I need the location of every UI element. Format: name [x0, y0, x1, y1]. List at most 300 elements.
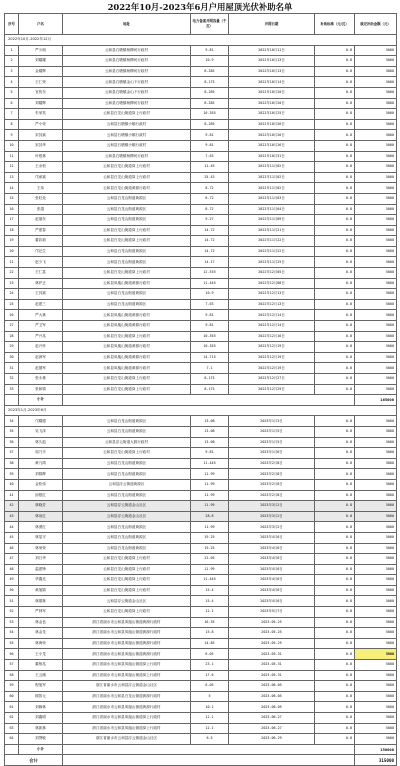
cell-amount: 5000	[355, 172, 397, 183]
cell-no: 57	[5, 660, 19, 671]
cell-date: 2023年3月2日	[229, 522, 315, 533]
cell-capacity: 11.45	[191, 162, 229, 173]
cell-name: 宋其华	[19, 140, 63, 151]
cell-date: 2022年12月29日	[229, 384, 315, 395]
cell-name: 邝承斌	[19, 172, 63, 183]
cell-rate: 0.8	[315, 246, 355, 257]
cell-name: 赵兴怀	[19, 342, 63, 353]
cell-no: 12	[5, 162, 19, 173]
cell-capacity: 9.81	[191, 321, 229, 332]
cell-no: 47	[5, 554, 19, 565]
cell-no: 56	[5, 649, 19, 660]
cell-rate: 0.8	[315, 66, 355, 77]
section-header-row	[5, 35, 397, 46]
cell-date: 2022年12月13日	[229, 299, 315, 310]
cell-rate: 0.8	[315, 638, 355, 649]
cell-capacity: 16.35	[191, 617, 229, 628]
cell-name: 严少朗	[19, 45, 63, 56]
cell-no: 35	[5, 426, 19, 437]
cell-address: 浙江省丽水市云和县凤凰山街道黄源行政村	[63, 638, 191, 649]
cell-name: 刘耀辉	[19, 98, 63, 109]
cell-rate: 0.8	[315, 628, 355, 639]
cell-no: 62	[5, 713, 19, 724]
cell-date: 2023-05-31	[229, 670, 315, 681]
total-row	[5, 755, 397, 766]
cell-date: 2023年4月6日	[229, 554, 315, 565]
cell-amount: 5000	[355, 384, 397, 395]
cell-name: 赵瑞东	[19, 215, 63, 226]
cell-capacity: 15.8	[191, 628, 229, 639]
cell-capacity: 10.9	[191, 56, 229, 67]
cell-amount: 5000	[355, 215, 397, 226]
cell-date: 2023年4月6日	[229, 564, 315, 575]
cell-address: 云和县石塘镇小顺行政村	[63, 140, 191, 151]
cell-capacity: 11.99	[191, 469, 229, 480]
cell-rate: 0.8	[315, 45, 355, 56]
cell-address: 云和县石塘镇小顺行政村	[63, 119, 191, 130]
cell-capacity: 19.25	[191, 543, 229, 554]
cell-amount: 5000	[355, 299, 397, 310]
cell-date: 2023-06-27	[229, 723, 315, 734]
cell-amount: 5000	[355, 437, 397, 448]
cell-no: 10	[5, 140, 19, 151]
table-row	[5, 469, 397, 480]
cell-date: 2023年4月6日	[229, 575, 315, 586]
cell-address: 浙江省丽水市云和县浮云街道金山社区	[63, 681, 191, 692]
cell-capacity: 13.08	[191, 416, 229, 427]
cell-date: 2022年10月26日	[229, 119, 315, 130]
cell-amount: 5000	[355, 289, 397, 300]
cell-name: 林海荣	[19, 638, 63, 649]
cell-rate: 0.8	[315, 183, 355, 194]
cell-name: 刘锦辉	[19, 469, 63, 480]
cell-capacity: 23.1	[191, 660, 229, 671]
table-row	[5, 564, 397, 575]
cell-capacity: 8.175	[191, 384, 229, 395]
cell-amount: 5000	[355, 162, 397, 173]
subtotal-spacer	[63, 395, 355, 406]
cell-capacity: 8.285	[191, 87, 229, 98]
cell-date: 2023年5月7日	[229, 607, 315, 618]
cell-address: 云和县浮云街道金山社区	[63, 501, 191, 512]
cell-address: 云和县白龙山街道岗上行政村	[63, 225, 191, 236]
cell-address: 浙江省丽水市云和县凤凰山街道岗上行政村	[63, 670, 191, 681]
cell-name: 刘翰林	[19, 702, 63, 713]
cell-name: 赵少飞	[19, 257, 63, 268]
cell-address: 云和县浮云街道金山社区	[63, 596, 191, 607]
cell-date: 2023-06-05	[229, 702, 315, 713]
cell-address: 云和县白龙山街道黄源区	[63, 246, 191, 257]
cell-name: 林晓芳	[19, 501, 63, 512]
cell-no: 20	[5, 246, 19, 257]
cell-no: 3	[5, 66, 19, 77]
cell-amount: 5000	[355, 713, 397, 724]
cell-no: 36	[5, 437, 19, 448]
table-row	[5, 352, 397, 363]
cell-capacity: 6.05	[191, 649, 229, 660]
cell-date: 2022年10月20日	[229, 87, 315, 98]
cell-name: 林勇红	[19, 522, 63, 533]
cell-amount: 5000	[355, 98, 397, 109]
cell-name: 顾智元	[19, 691, 63, 702]
cell-date: 2022年12月14日	[229, 310, 315, 321]
cell-capacity: 11.445	[191, 278, 229, 289]
cell-name: 林凯林	[19, 723, 63, 734]
cell-address: 云和县白龙山街道岗上行政村	[63, 331, 191, 342]
cell-capacity: 10.9	[191, 289, 229, 300]
cell-name: 官传东	[19, 87, 63, 98]
cell-name: 王小龙	[19, 649, 63, 660]
cell-amount: 5000	[355, 607, 397, 618]
cell-amount: 5000	[355, 363, 397, 374]
cell-no: 21	[5, 257, 19, 268]
table-row	[5, 342, 397, 353]
section-label: 2023年1月-2023年6月	[5, 405, 397, 416]
cell-address: 浙江省丽水市云和县凤凰山街道黄源行政村	[63, 649, 191, 660]
cell-capacity: 12.1	[191, 713, 229, 724]
cell-address: 云和县白龙山街道黄源区	[63, 490, 191, 501]
cell-amount: 5000	[355, 649, 397, 660]
cell-address: 云和县白龙山街道岗上行政村	[63, 109, 191, 120]
table-row	[5, 638, 397, 649]
cell-amount: 5000	[355, 628, 397, 639]
cell-date: 2023年2月8日	[229, 458, 315, 469]
table-row	[5, 458, 397, 469]
cell-name: 严小荣	[19, 119, 63, 130]
cell-capacity: 14.72	[191, 246, 229, 257]
cell-rate: 0.8	[315, 77, 355, 88]
cell-no: 54	[5, 628, 19, 639]
cell-date: 2023-05-25	[229, 638, 315, 649]
cell-amount: 5000	[355, 310, 397, 321]
cell-capacity: 9.81	[191, 310, 229, 321]
cell-date: 2022年12月19日	[229, 342, 315, 353]
cell-rate: 0.8	[315, 310, 355, 321]
table-row	[5, 236, 397, 247]
table-row	[5, 596, 397, 607]
cell-address: 云和县浮云街道金山社区	[63, 511, 191, 522]
cell-address: 云和县凤凰山街道黄源行政村	[63, 352, 191, 363]
cell-name: 严卫军	[19, 321, 63, 332]
cell-address: 云和县白龙山街道岗上行政村	[63, 384, 191, 395]
table-row	[5, 66, 397, 77]
cell-name: 林久彪	[19, 437, 63, 448]
cell-rate: 0.8	[315, 109, 355, 120]
table-row	[5, 363, 397, 374]
cell-capacity: 22.05	[191, 554, 229, 565]
cell-rate: 0.8	[315, 204, 355, 215]
table-row	[5, 215, 397, 226]
cell-name: 邝耀德	[19, 416, 63, 427]
cell-rate: 0.8	[315, 151, 355, 162]
cell-capacity: 9.81	[191, 448, 229, 459]
cell-capacity: 11.99	[191, 522, 229, 533]
header-capacity: 电力备案并网容量（千瓦）	[191, 14, 229, 35]
cell-capacity: 8.72	[191, 183, 229, 194]
cell-name: 张永林	[19, 374, 63, 385]
cell-address: 云和县白龙山街道岗上行政村	[63, 236, 191, 247]
total-label: 合计	[5, 755, 63, 766]
cell-name: 林德林	[19, 596, 63, 607]
cell-address: 云和县白龙山街道岗上行政村	[63, 564, 191, 575]
table-row	[5, 522, 397, 533]
cell-address: 云和县凤凰山街道黄源行政村	[63, 342, 191, 353]
cell-no: 48	[5, 564, 19, 575]
cell-address: 浙江省丽水市云和县凤凰山街道黄源行政村	[63, 702, 191, 713]
cell-rate: 0.8	[315, 437, 355, 448]
cell-capacity: 15.4	[191, 596, 229, 607]
cell-amount: 5000	[355, 448, 397, 459]
cell-date: 2022年11月02日	[229, 183, 315, 194]
table-row	[5, 575, 397, 586]
cell-amount: 5000	[355, 331, 397, 342]
cell-no: 13	[5, 172, 19, 183]
cell-capacity: 6.5	[191, 734, 229, 745]
cell-no: 30	[5, 352, 19, 363]
cell-rate: 0.8	[315, 384, 355, 395]
subtotal-amount: 150000	[355, 744, 397, 755]
cell-capacity: 25.43	[191, 172, 229, 183]
cell-address: 云和县白龙山街道岗上行政村	[63, 607, 191, 618]
cell-no: 18	[5, 225, 19, 236]
cell-amount: 5000	[355, 511, 397, 522]
cell-no: 45	[5, 532, 19, 543]
cell-capacity: 17.6	[191, 670, 229, 681]
table-row	[5, 246, 397, 257]
cell-no: 23	[5, 278, 19, 289]
cell-no: 58	[5, 670, 19, 681]
cell-date: 2022年12月16日	[229, 331, 315, 342]
cell-rate: 0.8	[315, 617, 355, 628]
cell-amount: 5000	[355, 660, 397, 671]
cell-amount: 5000	[355, 130, 397, 141]
cell-amount: 5000	[355, 268, 397, 279]
cell-capacity: 11.445	[191, 458, 229, 469]
cell-name: 林金龙	[19, 628, 63, 639]
table-row	[5, 374, 397, 385]
table-row	[5, 490, 397, 501]
cell-no: 6	[5, 98, 19, 109]
cell-address: 浙江省丽水市云和县凤凰山街道岗上行政村	[63, 723, 191, 734]
cell-no: 16	[5, 204, 19, 215]
cell-address: 云和县凤凰山街道黄源行政村	[63, 310, 191, 321]
cell-address: 浙江省丽水市云和县浮云街道金山社区	[63, 734, 191, 745]
header-address: 地址	[63, 14, 191, 35]
cell-capacity: 11.99	[191, 564, 229, 575]
cell-rate: 0.8	[315, 98, 355, 109]
cell-name: 王其斌	[19, 289, 63, 300]
cell-address: 浙江省丽水市云和县凤凰山街道黄源行政村	[63, 617, 191, 628]
cell-rate: 0.8	[315, 501, 355, 512]
cell-name: 严建春	[19, 225, 63, 236]
cell-amount: 5000	[355, 734, 397, 745]
cell-name: 严兴兆	[19, 331, 63, 342]
cell-capacity: 8.72	[191, 204, 229, 215]
cell-amount: 5000	[355, 77, 397, 88]
cell-name: 赵润军	[19, 352, 63, 363]
section-header-row	[5, 405, 397, 416]
cell-address: 云和县白龙山街道岗上行政村	[63, 268, 191, 279]
cell-amount: 5000	[355, 543, 397, 554]
cell-rate: 0.8	[315, 225, 355, 236]
cell-no: 63	[5, 723, 19, 734]
table-row	[5, 151, 397, 162]
cell-name: 林显平	[19, 532, 63, 543]
cell-amount: 5000	[355, 617, 397, 628]
cell-rate: 0.8	[315, 268, 355, 279]
table-row	[5, 734, 397, 745]
subtotal-label: 小计	[19, 395, 63, 406]
cell-capacity: 9.81	[191, 45, 229, 56]
cell-no: 32	[5, 374, 19, 385]
cell-date: 2023-06-27	[229, 713, 315, 724]
cell-name: 宋其斌	[19, 130, 63, 141]
cell-no: 39	[5, 469, 19, 480]
table-row	[5, 162, 397, 173]
cell-name: 赵德军	[19, 363, 63, 374]
cell-address: 云和县白龙山街道黄源区	[63, 289, 191, 300]
cell-capacity: 5	[191, 691, 229, 702]
cell-no: 46	[5, 543, 19, 554]
cell-no: 64	[5, 734, 19, 745]
cell-name: 林用红	[19, 511, 63, 522]
header-rate: 补助标准（元/瓦）	[315, 14, 355, 35]
cell-amount: 5000	[355, 183, 397, 194]
subtotal-row	[5, 744, 397, 755]
table-row	[5, 204, 397, 215]
cell-date: 2022年11月02日	[229, 172, 315, 183]
table-row	[5, 416, 397, 427]
cell-rate: 0.8	[315, 56, 355, 67]
cell-rate: 0.8	[315, 585, 355, 596]
cell-name: 王仁荣	[19, 77, 63, 88]
cell-address: 云和县白龙山街道岗上行政村	[63, 575, 191, 586]
cell-capacity: 14.17	[191, 257, 229, 268]
cell-no: 31	[5, 363, 19, 374]
cell-address: 云和县石塘镇杨柳河行政村	[63, 66, 191, 77]
cell-address: 云和县浮云街道黄源区	[63, 479, 191, 490]
subtotal-amount: 165000	[355, 395, 397, 406]
table-row	[5, 617, 397, 628]
cell-amount: 5000	[355, 638, 397, 649]
header-amount: 核定补助金额（元）	[355, 14, 397, 35]
cell-rate: 0.8	[315, 363, 355, 374]
cell-date: 2023年4月6日	[229, 543, 315, 554]
cell-address: 云和县白龙山街道岗上行政村	[63, 172, 191, 183]
table-row	[5, 713, 397, 724]
table-row	[5, 628, 397, 639]
cell-name: 周乃平	[19, 448, 63, 459]
cell-amount: 5000	[355, 45, 397, 56]
cell-amount: 5000	[355, 564, 397, 575]
cell-name: 赵建三	[19, 299, 63, 310]
cell-name: 吴飞泽	[19, 426, 63, 437]
cell-name: 邱根红	[19, 490, 63, 501]
cell-address: 云和县白龙山街道岗上行政村	[63, 554, 191, 565]
cell-rate: 0.8	[315, 426, 355, 437]
cell-amount: 5000	[355, 66, 397, 77]
cell-no: 1	[5, 45, 19, 56]
cell-address: 云和县白龙山街道黄源区	[63, 204, 191, 215]
cell-name: 王玮	[19, 183, 63, 194]
cell-name: 刘鑫明	[19, 713, 63, 724]
cell-date: 2023-05-25	[229, 617, 315, 628]
cell-date: 2022年11月02日	[229, 162, 315, 173]
cell-capacity: 10.355	[191, 331, 229, 342]
cell-rate: 0.8	[315, 130, 355, 141]
cell-amount: 5000	[355, 575, 397, 586]
table-row	[5, 140, 397, 151]
cell-no: 4	[5, 77, 19, 88]
cell-address: 云和县白龙山街道黄源区	[63, 532, 191, 543]
cell-rate: 0.8	[315, 522, 355, 533]
cell-date: 2023年1月5日	[229, 437, 315, 448]
cell-date: 2023-06-05	[229, 681, 315, 692]
cell-rate: 0.8	[315, 479, 355, 490]
cell-date: 2023年3月2日	[229, 511, 315, 522]
cell-address: 云和县石塘镇金山下行政村	[63, 87, 191, 98]
cell-date: 2022年12月13日	[229, 289, 315, 300]
cell-date: 2022年12月05日	[229, 268, 315, 279]
cell-date: 2022年11月22日	[229, 246, 315, 257]
cell-name: 金松伟	[19, 479, 63, 490]
cell-rate: 0.8	[315, 257, 355, 268]
cell-capacity: 11.99	[191, 490, 229, 501]
cell-no: 34	[5, 416, 19, 427]
cell-address: 云和县凤凰山街道黄源行政村	[63, 363, 191, 374]
table-body	[5, 35, 397, 766]
cell-date: 2022年12月19日	[229, 352, 315, 363]
table-row	[5, 172, 397, 183]
cell-amount: 5000	[355, 236, 397, 247]
cell-rate: 0.8	[315, 172, 355, 183]
cell-rate: 0.8	[315, 543, 355, 554]
table-row	[5, 585, 397, 596]
cell-amount: 5000	[355, 140, 397, 151]
cell-date: 2022年11月03日	[229, 193, 315, 204]
table-row	[5, 384, 397, 395]
cell-no: 24	[5, 289, 19, 300]
cell-amount: 5000	[355, 204, 397, 215]
cell-name: 刘贤敏	[19, 734, 63, 745]
cell-address: 云和县白龙山街道黄源区	[63, 522, 191, 533]
cell-address: 云和县白龙山街道黄源区	[63, 257, 191, 268]
cell-date: 2022年11月22日	[229, 236, 315, 247]
table-row	[5, 511, 397, 522]
cell-capacity: 7.63	[191, 151, 229, 162]
cell-name: 张超	[19, 204, 63, 215]
cell-no: 50	[5, 585, 19, 596]
cell-name: 董相兆	[19, 660, 63, 671]
cell-capacity: 6.05	[191, 681, 229, 692]
cell-capacity: 13.08	[191, 437, 229, 448]
table-row	[5, 448, 397, 459]
cell-date: 2022年10月13日	[229, 66, 315, 77]
cell-rate: 0.8	[315, 511, 355, 522]
document-title: 2022年10月-2023年6月户用屋顶光伏补助名单	[107, 2, 293, 12]
cell-no: 14	[5, 183, 19, 194]
table-row	[5, 119, 397, 130]
cell-name: 黄旭锦	[19, 585, 63, 596]
header-name: 户名	[19, 14, 63, 35]
cell-capacity: 12.1	[191, 723, 229, 734]
cell-no: 17	[5, 215, 19, 226]
header-row	[5, 14, 397, 35]
table-row	[5, 278, 397, 289]
cell-date: 2023年2月8日	[229, 490, 315, 501]
cell-rate: 0.8	[315, 490, 355, 501]
cell-date: 2023年3月2日	[229, 501, 315, 512]
